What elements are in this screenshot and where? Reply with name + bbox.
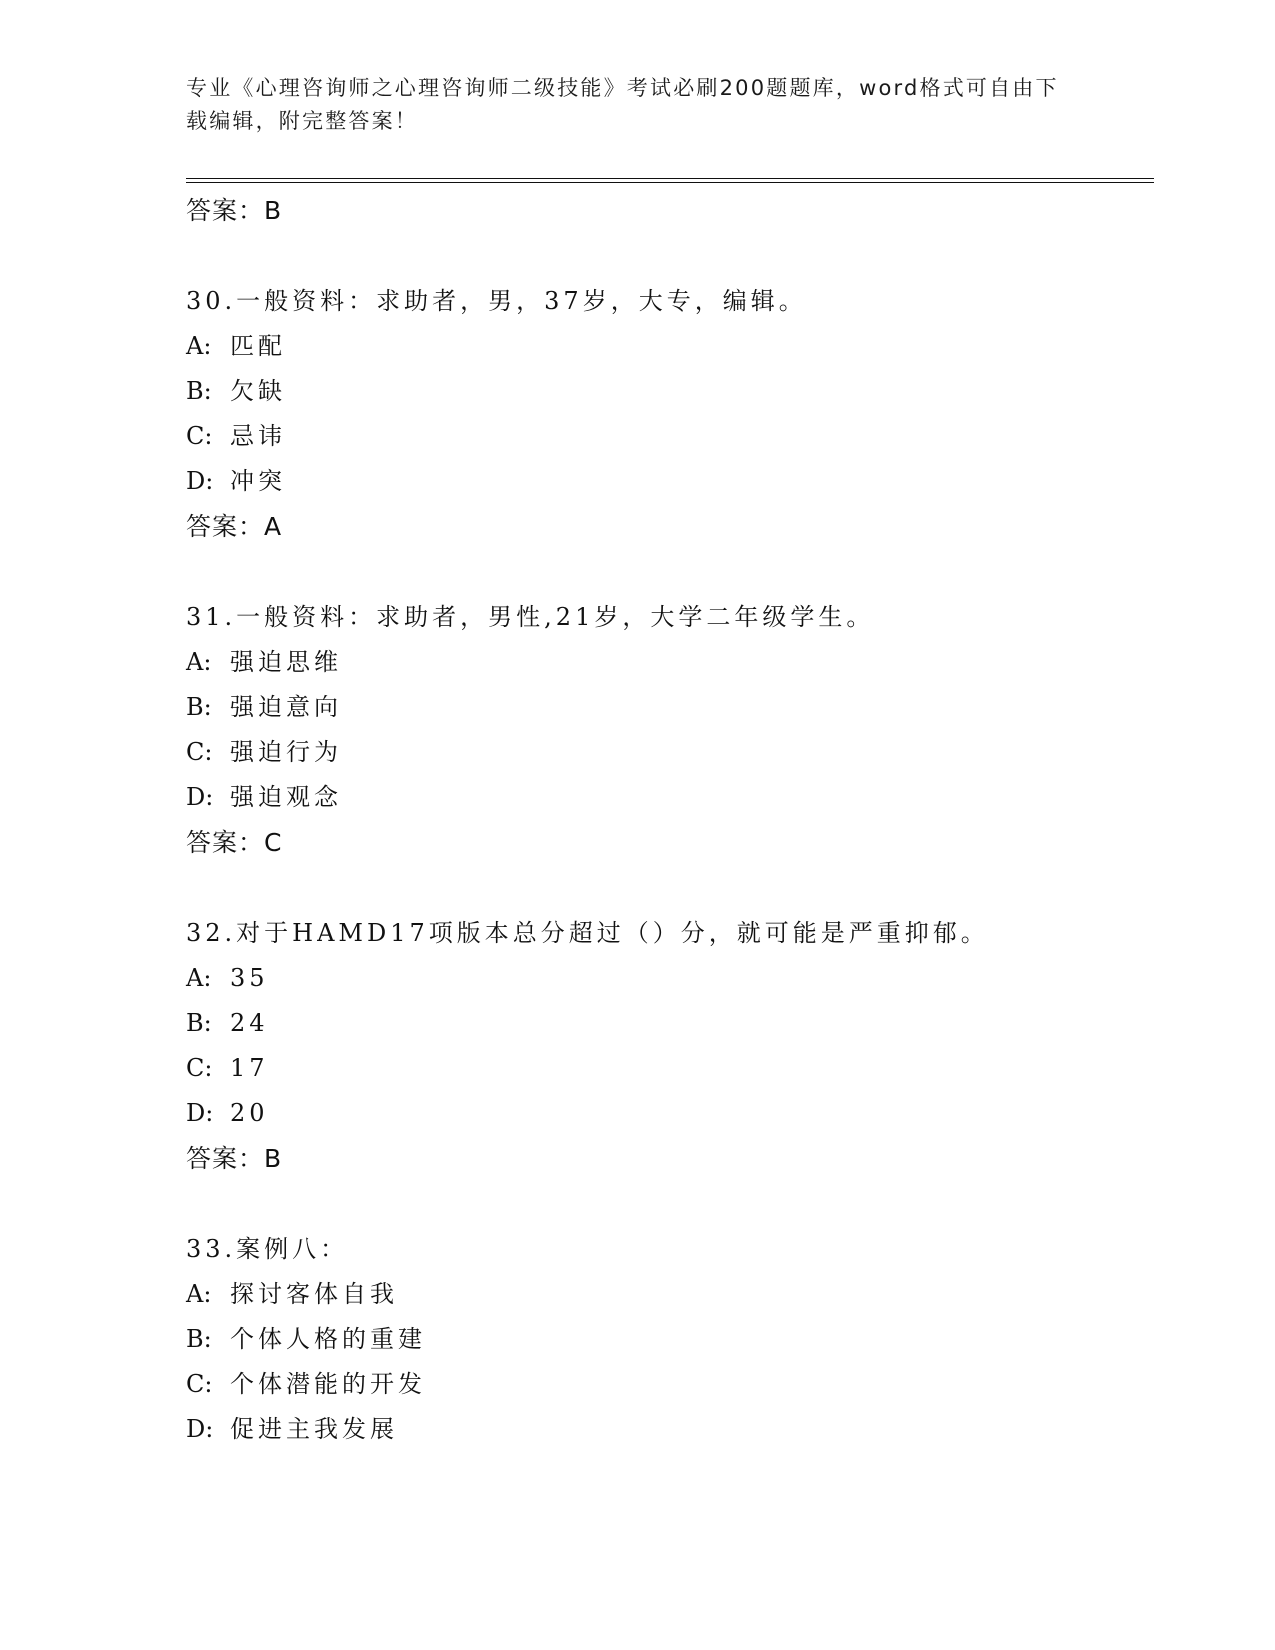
option-text: 匹配 xyxy=(230,332,286,360)
question-title: 33.案例八： xyxy=(186,1235,349,1263)
option-a xyxy=(186,956,1154,1001)
option-text: 强迫思维 xyxy=(230,648,342,676)
option-c xyxy=(186,1362,1154,1407)
option-d xyxy=(186,1407,1154,1452)
option-text: 促进主我发展 xyxy=(230,1415,398,1443)
option-letter: B: xyxy=(186,1009,212,1037)
option-letter: D: xyxy=(186,467,214,495)
option-letter: D: xyxy=(186,1099,214,1127)
option-letter: A: xyxy=(186,648,212,676)
page-header: 专业《心理咨询师之心理咨询师二级技能》考试必刷200题题库，word格式可自由下载编辑，附完整答案！ xyxy=(186,76,1059,133)
option-text: 20 xyxy=(230,1099,269,1127)
option-text: 欠缺 xyxy=(230,377,286,405)
option-c xyxy=(186,730,1154,775)
option-a xyxy=(186,1272,1154,1317)
option-text: 17 xyxy=(230,1054,269,1082)
option-b xyxy=(186,685,1154,730)
option-text: 强迫意向 xyxy=(230,693,342,721)
option-text: 个体潜能的开发 xyxy=(230,1370,426,1398)
option-letter: D: xyxy=(186,783,214,811)
question-block xyxy=(186,911,1154,1181)
document-body xyxy=(186,188,1154,1452)
option-text: 冲突 xyxy=(230,467,286,495)
option-b xyxy=(186,1317,1154,1362)
question-block xyxy=(186,1227,1154,1452)
option-d xyxy=(186,459,1154,504)
option-letter: A: xyxy=(186,1280,212,1308)
option-b xyxy=(186,1001,1154,1046)
answer-text: 答案：C xyxy=(186,828,283,857)
option-letter: B: xyxy=(186,1325,212,1353)
option-d xyxy=(186,1091,1154,1136)
question-title: 31.一般资料：求助者，男性,21岁，大学二年级学生。 xyxy=(186,603,875,631)
answer-text: 答案：B xyxy=(186,196,283,225)
question-title: 30.一般资料：求助者，男，37岁，大专，编辑。 xyxy=(186,287,807,315)
question-block xyxy=(186,279,1154,549)
option-letter: B: xyxy=(186,377,212,405)
option-letter: D: xyxy=(186,1415,214,1443)
option-d xyxy=(186,775,1154,820)
option-text: 忌讳 xyxy=(230,422,286,450)
option-text: 35 xyxy=(230,964,269,992)
option-text: 强迫观念 xyxy=(230,783,342,811)
option-text: 强迫行为 xyxy=(230,738,342,766)
option-letter: C: xyxy=(186,422,213,450)
option-a xyxy=(186,640,1154,685)
option-text: 个体人格的重建 xyxy=(230,1325,426,1353)
option-letter: C: xyxy=(186,1054,213,1082)
option-a xyxy=(186,324,1154,369)
option-letter: A: xyxy=(186,332,212,360)
question-title: 32.对于HAMD17项版本总分超过（）分，就可能是严重抑郁。 xyxy=(186,919,989,947)
question-block xyxy=(186,595,1154,865)
option-text: 探讨客体自我 xyxy=(230,1280,398,1308)
header-divider xyxy=(186,178,1154,183)
option-letter: C: xyxy=(186,738,213,766)
option-b xyxy=(186,369,1154,414)
option-letter: A: xyxy=(186,964,212,992)
answer-text: 答案：B xyxy=(186,1144,283,1173)
option-text: 24 xyxy=(230,1009,269,1037)
option-letter: C: xyxy=(186,1370,213,1398)
option-c xyxy=(186,414,1154,459)
option-c xyxy=(186,1046,1154,1091)
answer-text: 答案：A xyxy=(186,512,283,541)
option-letter: B: xyxy=(186,693,212,721)
